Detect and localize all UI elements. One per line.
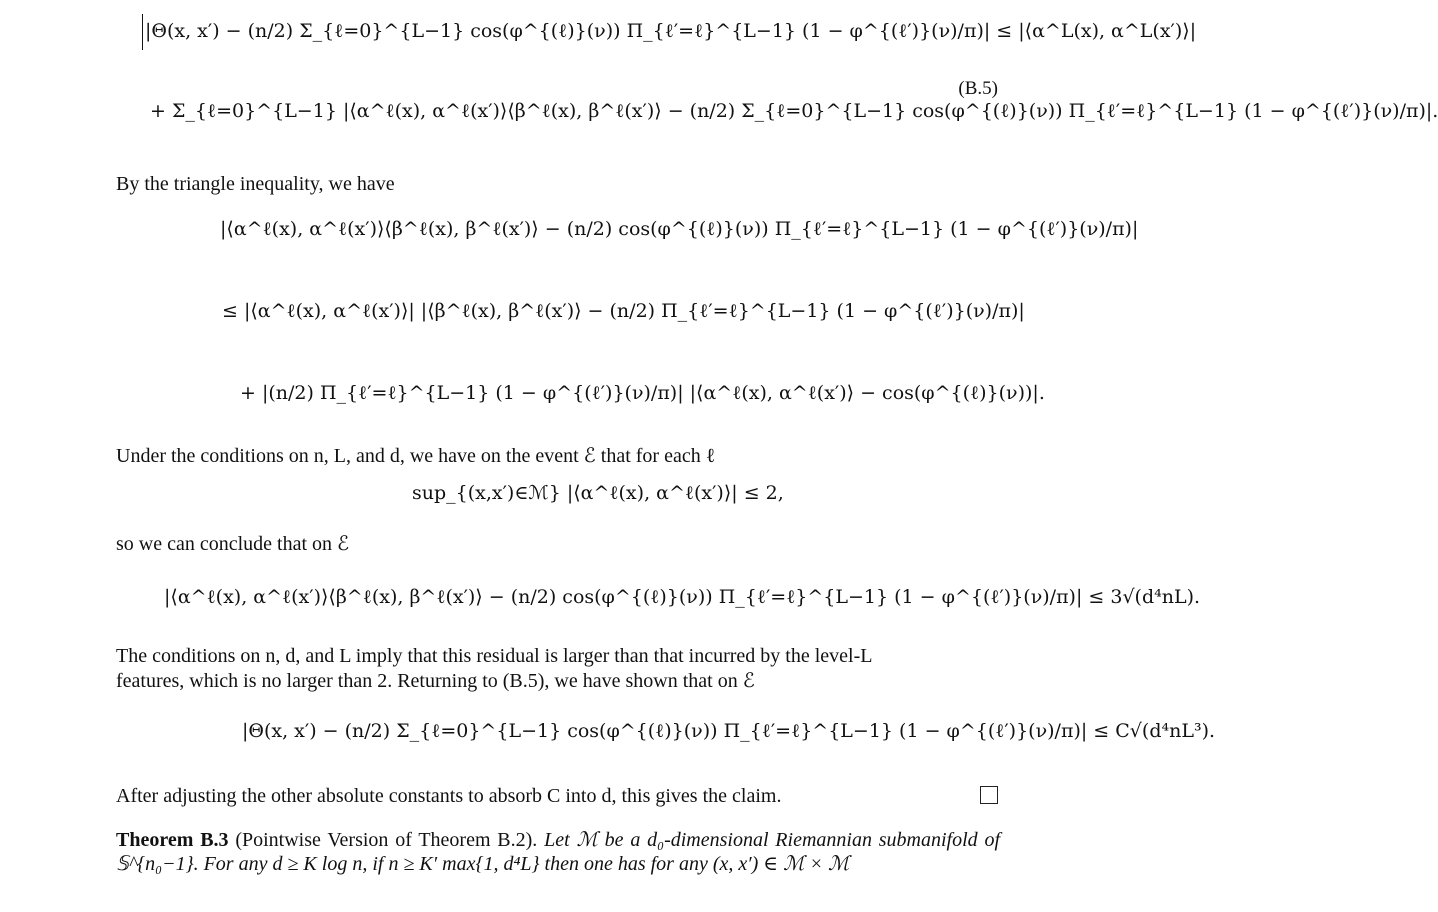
theorem-body: Let ℳ be a d₀-dimensional Riemannian submanifold of 𝕊^{n₀−1}. For any d ≥ K log n, if n ≥ K′ max{1, d⁴L} then one has for any (x, x′) ∈ ℳ × ℳ (116, 829, 1000, 875)
equation-triangle-line-2 (222, 300, 1025, 323)
paragraph-residual-line-2: features, which is no larger than 2. Returning to (B.5), we have shown that on ℰ (116, 670, 755, 692)
equation-bound-3 (164, 586, 1200, 609)
equation-sup (412, 482, 784, 505)
equation-triangle-line-1 (220, 218, 1138, 241)
equation-b5-line-2 (150, 100, 1438, 123)
paragraph-residual-line-1: The conditions on n, d, and L imply that this residual is larger than that incurred by the level-L (116, 645, 873, 667)
theorem-title: (Pointwise Version of Theorem B.2). (235, 829, 538, 851)
equation-text: |⟨α^ℓ(x), α^ℓ(x′)⟩⟨β^ℓ(x), β^ℓ(x′)⟩ − (n/2) cos(φ^{(ℓ)}(ν)) Π_{ℓ′=ℓ}^{L−1} (1 − φ^{(ℓ′)}(ν)/π)| (220, 218, 1139, 240)
qed-box-icon (980, 786, 998, 804)
equation-triangle-line-3 (240, 382, 1045, 405)
equation-final (242, 720, 1215, 743)
theorem-label: Theorem B.3 (116, 829, 229, 851)
paragraph-triangle: By the triangle inequality, we have (116, 173, 395, 195)
equation-text: |Θ(x, x′) − (n/2) Σ_{ℓ=0}^{L−1} cos(φ^{(ℓ)}(ν)) Π_{ℓ′=ℓ}^{L−1} (1 − φ^{(ℓ′)}(ν)/π)| ≤ |⟨α^L(x), α^L(x′)⟩| (145, 20, 1197, 43)
equation-b5-line-1 (140, 14, 1196, 50)
equation-text: |Θ(x, x′) − (n/2) Σ_{ℓ=0}^{L−1} cos(φ^{(ℓ)}(ν)) Π_{ℓ′=ℓ}^{L−1} (1 − φ^{(ℓ′)}(ν)/π)| ≤ C√(d⁴nL³). (242, 720, 1216, 742)
equation-text: ≤ |⟨α^ℓ(x), α^ℓ(x′)⟩| |⟨β^ℓ(x), β^ℓ(x′)⟩ − (n/2) Π_{ℓ′=ℓ}^{L−1} (1 − φ^{(ℓ′)}(ν)/π)| (222, 300, 1025, 322)
theorem-b3 (116, 828, 1000, 876)
equation-text: |⟨α^ℓ(x), α^ℓ(x′)⟩⟨β^ℓ(x), β^ℓ(x′)⟩ − (n/2) cos(φ^{(ℓ)}(ν)) Π_{ℓ′=ℓ}^{L−1} (1 − φ^{(ℓ′)}(ν)/π)| ≤ 3√(d⁴nL). (164, 586, 1201, 608)
paragraph-conclude: so we can conclude that on ℰ (116, 533, 350, 555)
equation-number: (B.5) (958, 78, 998, 99)
equation-text: sup_{(x,x′)∈ℳ} |⟨α^ℓ(x), α^ℓ(x′)⟩| ≤ 2, (412, 482, 784, 504)
equation-text: + |(n/2) Π_{ℓ′=ℓ}^{L−1} (1 − φ^{(ℓ′)}(ν)/π)| |⟨α^ℓ(x), α^ℓ(x′)⟩ − cos(φ^{(ℓ)}(ν))|. (240, 382, 1045, 404)
equation-text: + Σ_{ℓ=0}^{L−1} |⟨α^ℓ(x), α^ℓ(x′)⟩⟨β^ℓ(x), β^ℓ(x′)⟩ − (n/2) Σ_{ℓ=0}^{L−1} cos(φ^{(ℓ)}(ν)) Π_{ℓ′=ℓ}^{L−1} (1 − φ^{(ℓ′)}(ν)/π)|. (150, 100, 1438, 122)
paragraph-conditions: Under the conditions on n, L, and d, we have on the event ℰ that for each ℓ (116, 445, 716, 467)
paragraph-adjusting: After adjusting the other absolute constants to absorb C into d, this gives the claim. (116, 785, 782, 807)
paragraph-residual (116, 644, 1000, 694)
